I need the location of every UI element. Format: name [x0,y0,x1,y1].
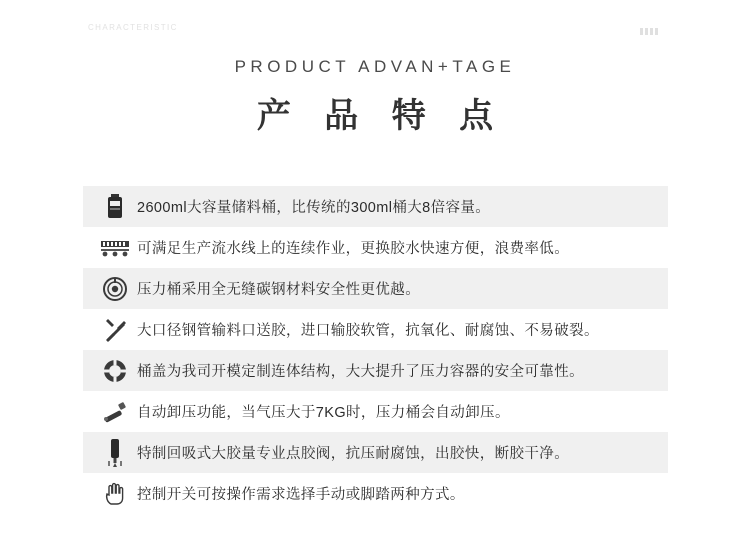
feature-text: 特制回吸式大胶量专业点胶阀，抗压耐腐蚀，出胶快，断胶干净。 [137,446,570,462]
dot-mark [645,28,648,35]
page-title: 产 品 特 点 [256,97,506,135]
feature-text: 自动卸压功能，当气压大于7KG时，压力桶会自动卸压。 [137,405,510,421]
corner-dots-decoration [640,28,658,35]
feature-item [83,391,668,432]
page-subtitle-english: PRODUCT ADVAN+TAGE [234,57,516,76]
feature-text: 压力桶采用全无缝碳钢材料安全性更优越。 [137,282,421,298]
dispensing-valve-icon [93,438,137,468]
feature-text: 控制开关可按操作需求选择手动或脚踏两种方式。 [137,487,465,503]
feature-item [83,227,668,268]
hand-switch-icon [93,479,137,509]
feature-list [83,186,668,514]
feature-item [83,186,668,227]
feature-text: 可满足生产流水线上的连续作业，更换胶水快速方便，浪费率低。 [137,241,570,257]
corner-watermark-label: CHARACTERISTIC [88,23,178,32]
pressure-release-icon [93,397,137,427]
feature-item [83,309,668,350]
pressure-tank-icon [93,192,137,222]
feature-item [83,432,668,473]
lid-ring-icon [93,356,137,386]
feature-text: 桶盖为我司开模定制连体结构，大大提升了压力容器的安全可靠性。 [137,364,584,380]
feature-item [83,268,668,309]
steel-seal-icon [93,274,137,304]
feature-text: 大口径钢管输料口送胶，进口输胶软管，抗氧化、耐腐蚀、不易破裂。 [137,323,599,339]
feature-item [83,473,668,514]
dot-mark [655,28,658,35]
feature-text: 2600ml大容量储料桶，比传统的300ml桶大8倍容量。 [137,200,491,216]
feature-item [83,350,668,391]
dot-mark [650,28,653,35]
dot-mark [640,28,643,35]
tools-icon [93,315,137,345]
conveyor-line-icon [93,233,137,263]
